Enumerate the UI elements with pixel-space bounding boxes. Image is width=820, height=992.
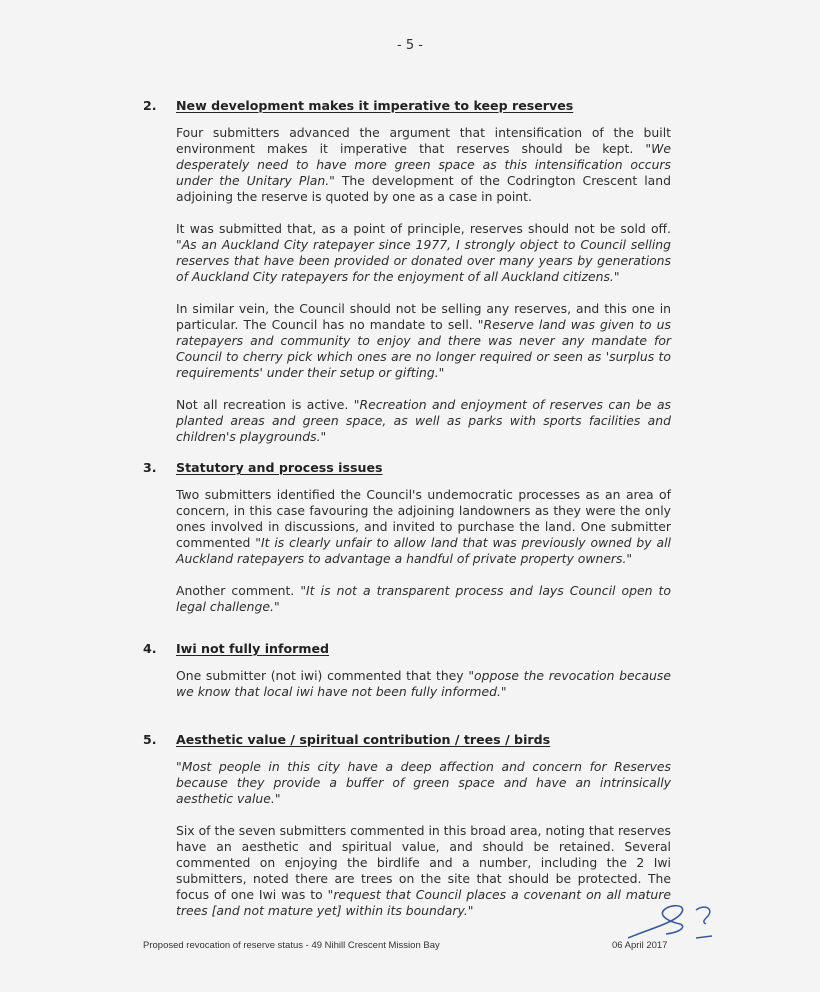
quoted-text: "Most people in this city have a deep affection and concern for Reserves because they provide a buffer of green space and have an intrinsically aesthetic value."	[176, 759, 671, 806]
body-paragraph	[176, 397, 671, 445]
body-paragraph	[176, 668, 671, 700]
paragraph-text: In similar vein, the Council should not be selling any reserves, and this one in particular. The Council has no mandate to sell.	[176, 301, 671, 332]
body-paragraph	[176, 301, 671, 381]
section-number: 3.	[143, 460, 157, 475]
paragraph-text: One submitter (not iwi) commented that they	[176, 668, 469, 683]
quoted-text: "We desperately need to have more green space as this intensification occurs under the Unitary Plan."	[176, 141, 671, 188]
body-paragraph	[176, 125, 671, 205]
quoted-text: "It is not a transparent process and lays Council open to legal challenge."	[176, 583, 671, 614]
section-title: Aesthetic value / spiritual contribution / trees / birds	[176, 732, 551, 747]
body-paragraph	[176, 221, 671, 285]
paragraph-text: Not all recreation is active.	[176, 397, 354, 412]
section-aesthetic-value	[143, 732, 671, 935]
paragraph-text: It was submitted that, as a point of principle, reserves should not be sold off.	[176, 221, 671, 236]
footer-date: 06 April 2017	[612, 940, 668, 951]
quoted-text: "As an Auckland City ratepayer since 1977, I strongly object to Council selling reserves that have been provided or donated over many years by generations of Auckland City ratepayers for the enjoyment of all Auckland citizens."	[176, 237, 671, 284]
quoted-text: "It is clearly unfair to allow land that was previously owned by all Auckland ratepayers to advantage a handful of private property owners."	[176, 535, 671, 566]
body-paragraph	[176, 823, 671, 919]
section-new-development	[143, 98, 671, 461]
paragraph-text: Six of the seven submitters commented in this broad area, noting that reserves have an aesthetic and spiritual value, and should be retained. Several commented on enjoying the birdlife and a number, including the 2 Iwi submitters, noted there are trees on the site that should be protected. The focus of one Iwi was to	[176, 823, 671, 902]
section-title: Iwi not fully informed	[176, 641, 330, 656]
quoted-text: "oppose the revocation because we know that local iwi have not been fully informed."	[176, 668, 671, 699]
section-heading	[143, 98, 671, 113]
footer-document-title: Proposed revocation of reserve status - 49 Nihill Crescent Mission Bay	[143, 940, 440, 951]
paragraph-text: Another comment.	[176, 583, 301, 598]
section-title: Statutory and process issues	[176, 460, 383, 475]
section-number: 5.	[143, 732, 157, 747]
paragraph-text: Two submitters identified the Council's undemocratic processes as an area of concern, in this case favouring the adjoining landowners as they were the only ones involved in discussions, and invited to purchase the land. One submitter commented	[176, 487, 671, 550]
body-paragraph	[176, 487, 671, 567]
quoted-text: "Recreation and enjoyment of reserves can be as planted areas and green space, as well as parks with sports facilities and children's playgrounds."	[176, 397, 671, 444]
section-number: 4.	[143, 641, 157, 656]
section-title: New development makes it imperative to keep reserves	[176, 98, 574, 113]
page-number: - 5 -	[397, 38, 423, 53]
body-paragraph	[176, 759, 671, 807]
section-statutory-process	[143, 460, 671, 631]
body-paragraph	[176, 583, 671, 615]
section-heading	[143, 460, 671, 475]
quoted-text: "Reserve land was given to us ratepayers and community to enjoy and there was never any mandate for Council to cherry pick which ones are no longer required or seen as 'surplus to requirements' under their setup or gifting."	[176, 317, 671, 380]
paragraph-text: The development of the Codrington Crescent land adjoining the reserve is quoted by one as a case in point.	[176, 173, 671, 204]
quoted-text: "request that Council places a covenant on all mature trees [and not mature yet] within its boundary."	[176, 887, 671, 918]
paragraph-text: Four submitters advanced the argument that intensification of the built environment makes it imperative that reserves should be kept.	[176, 125, 671, 156]
section-number: 2.	[143, 98, 157, 113]
section-iwi-not-informed	[143, 641, 671, 716]
section-heading	[143, 732, 671, 747]
section-heading	[143, 641, 671, 656]
